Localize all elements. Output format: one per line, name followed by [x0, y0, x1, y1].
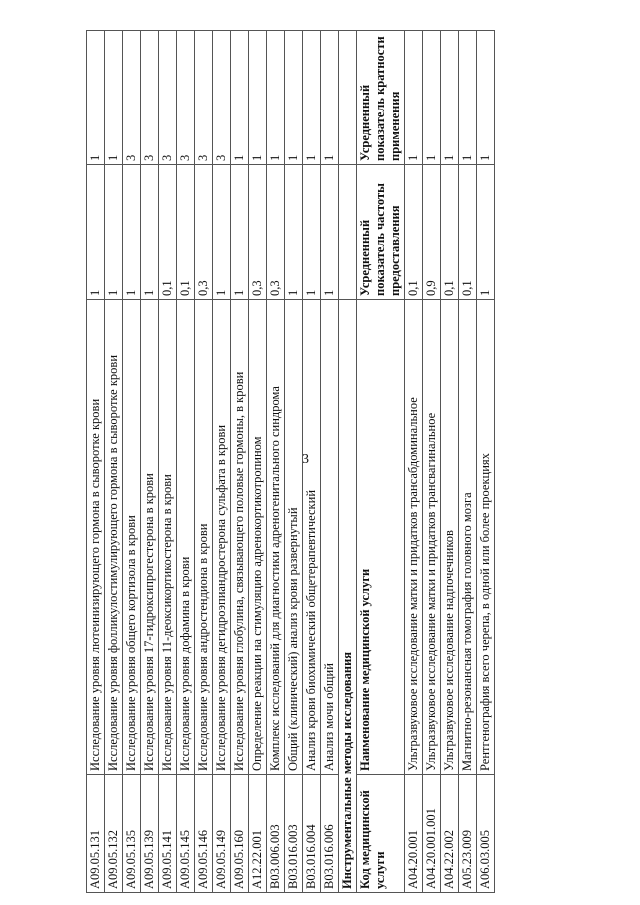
cell-freq: 0,1 [441, 165, 459, 300]
cell-name: Исследование уровня фолликулостимулирующего гормона в сыворотке крови [105, 300, 123, 775]
table-row [141, 31, 159, 893]
table-row [105, 31, 123, 893]
cell-name: Исследование уровня дегидроэпиандростерона сульфата в крови [213, 300, 231, 775]
table-row [87, 31, 105, 893]
cell-freq: 0,1 [405, 165, 423, 300]
cell-mult: 1 [459, 31, 477, 165]
cell-freq: 1 [105, 165, 123, 300]
cell-name: Рентгенография всего черепа, в одной или более проекциях [477, 300, 495, 775]
cell-code: A09.05.145 [177, 775, 195, 893]
cell-mult: 1 [477, 31, 495, 165]
table-row [159, 31, 177, 893]
table-row [231, 31, 249, 893]
cell-name: Анализ крови биохимический общетерапевтический [303, 300, 321, 775]
lab-rows [87, 31, 339, 893]
cell-name: Общий (клинический) анализ крови развернутый [285, 300, 303, 775]
cell-name: Исследование уровня 11-деоксикортикостерона в крови [159, 300, 177, 775]
cell-freq: 0,1 [459, 165, 477, 300]
cell-mult: 1 [441, 31, 459, 165]
cell-freq: 1 [231, 165, 249, 300]
cell-freq: 0,1 [177, 165, 195, 300]
services-table [86, 30, 495, 893]
cell-name: Исследование уровня общего кортизола в крови [123, 300, 141, 775]
cell-name: Ультразвуковое исследование матки и придатков трансабдоминальное [405, 300, 423, 775]
cell-mult: 1 [423, 31, 441, 165]
cell-freq: 0,3 [249, 165, 267, 300]
cell-code: B03.006.003 [267, 775, 285, 893]
cell-mult: 1 [231, 31, 249, 165]
cell-mult: 3 [195, 31, 213, 165]
table-row [459, 31, 477, 893]
cell-freq: 1 [321, 165, 339, 300]
cell-freq: 0,3 [195, 165, 213, 300]
cell-code: A04.20.001 [405, 775, 423, 893]
section-row [339, 31, 357, 893]
rotated-table-sheet [86, 31, 626, 893]
cell-code: A09.05.139 [141, 775, 159, 893]
cell-mult: 1 [321, 31, 339, 165]
cell-mult: 1 [87, 31, 105, 165]
table-row [285, 31, 303, 893]
table-row [405, 31, 423, 893]
table-row [441, 31, 459, 893]
cell-code: A09.05.131 [87, 775, 105, 893]
cell-code: A09.05.160 [231, 775, 249, 893]
cell-name: Исследование уровня андростендиона в крови [195, 300, 213, 775]
cell-freq: 1 [477, 165, 495, 300]
cell-mult: 1 [267, 31, 285, 165]
cell-name: Ультразвуковое исследование матки и придатков трансвагинальное [423, 300, 441, 775]
table-row [123, 31, 141, 893]
cell-mult: 1 [405, 31, 423, 165]
cell-name: Исследование уровня дофамина в крови [177, 300, 195, 775]
header-freq: Усредненный показатель частоты предоставления [357, 165, 405, 300]
section-title: Инструментальные методы исследования [339, 300, 357, 893]
cell-code: A09.05.135 [123, 775, 141, 893]
table-row [249, 31, 267, 893]
cell-name: Исследование уровня 17-гидроксипрогестерона в крови [141, 300, 159, 775]
header-mult: Усредненный показатель кратности применения [357, 31, 405, 165]
cell-mult: 3 [159, 31, 177, 165]
cell-freq: 1 [123, 165, 141, 300]
header-code: Код медицинской услуги [357, 775, 405, 893]
cell-name: Ультразвуковое исследование надпочечников [441, 300, 459, 775]
page-number: 3 [302, 452, 309, 467]
cell-code: B03.016.006 [321, 775, 339, 893]
instrumental-rows [405, 31, 495, 893]
cell-name: Определение реакции на стимуляцию адренокортикотропином [249, 300, 267, 775]
cell-code: A09.05.146 [195, 775, 213, 893]
cell-freq: 1 [213, 165, 231, 300]
cell-freq: 0,3 [267, 165, 285, 300]
cell-freq: 1 [141, 165, 159, 300]
cell-freq: 1 [87, 165, 105, 300]
cell-mult: 3 [123, 31, 141, 165]
cell-code: A05.23.009 [459, 775, 477, 893]
cell-mult: 1 [285, 31, 303, 165]
cell-name: Комплекс исследований для диагностики адреногенитального синдрома [267, 300, 285, 775]
instrumental-section [339, 31, 405, 893]
cell-mult: 1 [105, 31, 123, 165]
cell-code: A12.22.001 [249, 775, 267, 893]
table-row [177, 31, 195, 893]
cell-mult: 3 [177, 31, 195, 165]
cell-code: B03.016.003 [285, 775, 303, 893]
cell-freq: 1 [303, 165, 321, 300]
cell-code: A04.20.001.001 [423, 775, 441, 893]
cell-mult: 3 [141, 31, 159, 165]
cell-freq: 0,1 [159, 165, 177, 300]
cell-mult: 1 [249, 31, 267, 165]
cell-freq: 1 [285, 165, 303, 300]
cell-name: Магнитно-резонансная томография головного мозга [459, 300, 477, 775]
table-row [195, 31, 213, 893]
table-row [267, 31, 285, 893]
cell-code: A09.05.132 [105, 775, 123, 893]
table-row [423, 31, 441, 893]
header-row [357, 31, 405, 893]
cell-freq: 0,9 [423, 165, 441, 300]
table-row [477, 31, 495, 893]
cell-code: B03.016.004 [303, 775, 321, 893]
table-row [321, 31, 339, 893]
table-row [213, 31, 231, 893]
cell-name: Исследование уровня лютеинизирующего гормона в сыворотке крови [87, 300, 105, 775]
header-name: Наименование медицинской услуги [357, 300, 405, 775]
cell-name: Исследование уровня глобулина, связывающего половые гормоны, в крови [231, 300, 249, 775]
cell-mult: 3 [213, 31, 231, 165]
cell-mult: 1 [303, 31, 321, 165]
cell-code: A09.05.141 [159, 775, 177, 893]
cell-code: A04.22.002 [441, 775, 459, 893]
cell-code: A06.03.005 [477, 775, 495, 893]
cell-code: A09.05.149 [213, 775, 231, 893]
table-row [303, 31, 321, 893]
cell-name: Анализ мочи общий [321, 300, 339, 775]
